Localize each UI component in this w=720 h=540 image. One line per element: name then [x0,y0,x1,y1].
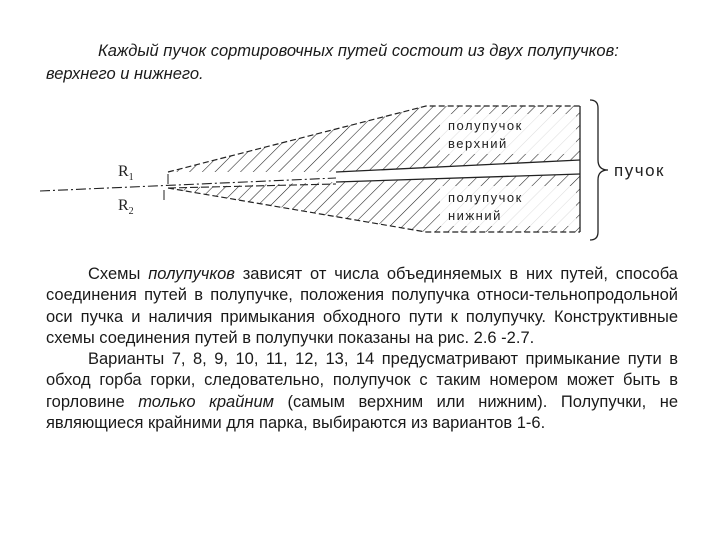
half-bundle-diagram [36,96,706,246]
upper-label-line2: верхний [448,136,508,151]
lower-label-line1: полупучок [448,190,523,205]
lower-label-line2: нижний [448,208,502,223]
label-r2: $R_2$ [118,197,134,217]
body-text [46,264,678,434]
intro-line-2: верхнего и нижнего. [46,65,204,83]
paragraph-2: Варианты 7, 8, 9, 10, 11, 12, 13, 14 предусматривают примыкание пути в обход горба горки, следовательно, полупучок с таким номером может быть в горловине только крайним (самым верхним или нижним). Полупучки, не являющиеся крайними для парка, выбираются из вариантов 1-6. [46,350,679,433]
intro-line-1: Каждый пучок сортировочных путей состоит из двух полупучков: [98,42,619,60]
park-label: пучок [614,161,665,180]
paragraph-1: Схемы полупучков зависят от числа объединяемых в них путей, способа соединения путей в полупучке, положения полупучка относи-тельнопродольной оси пучка и наличия примыкания обходного пути к полупучку. Конструктивные схемы соединения путей в полупучки показаны на рис. 2.6 -2.7. [46,265,678,347]
right-brace [590,100,608,240]
label-r1: $R_1$ [118,163,134,183]
upper-label-line1: полупучок [448,118,523,133]
intro-paragraph [46,40,678,86]
